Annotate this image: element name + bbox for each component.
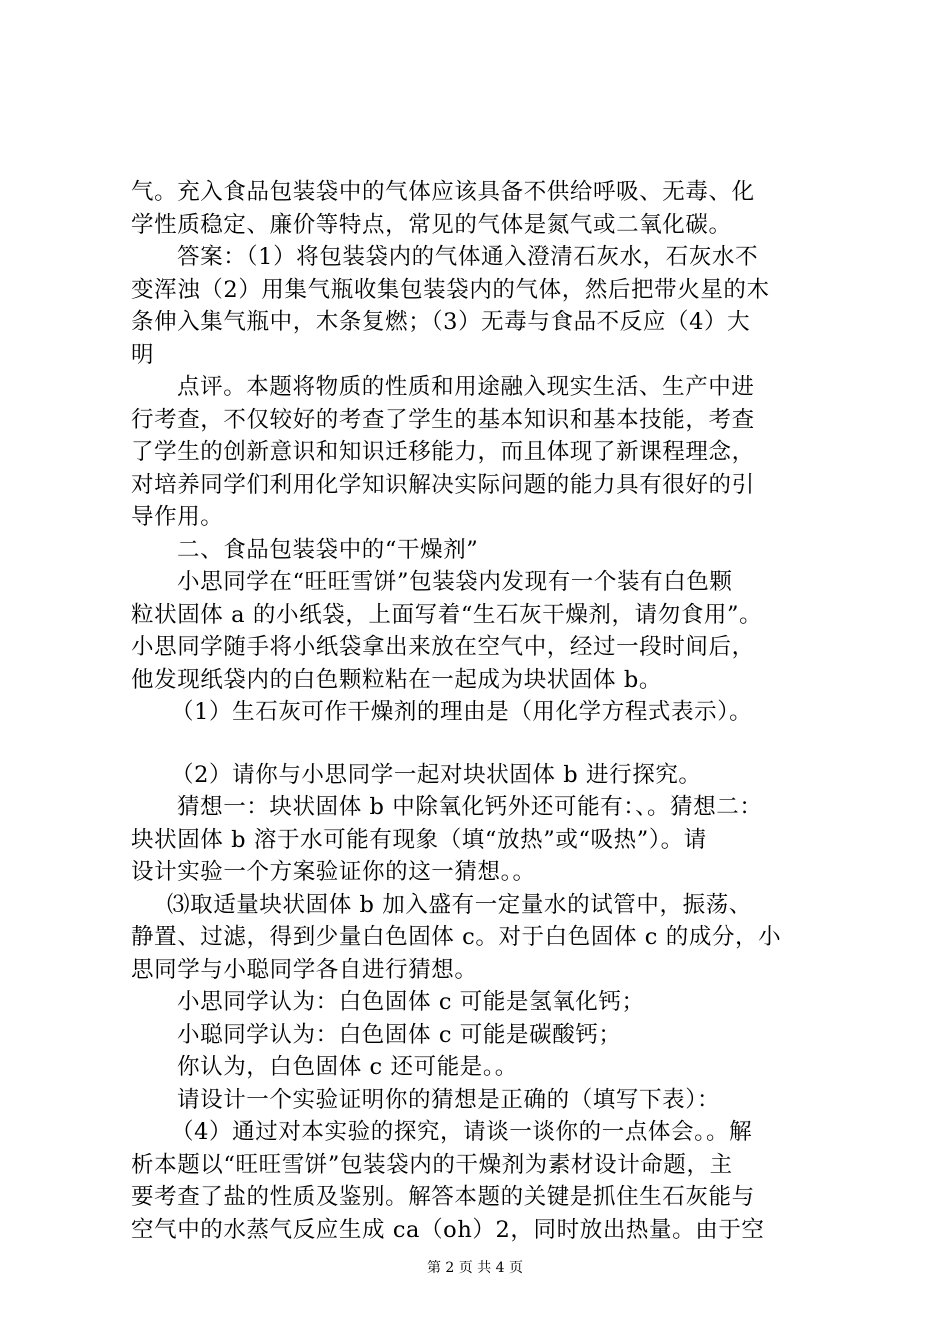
text-line: 变浑浊（2）用集气瓶收集包装袋内的气体，然后把带火星的木	[131, 276, 770, 303]
text-line: 设计实验一个方案验证你的这一猜想。。	[131, 859, 536, 885]
hypothesis-paragraph: 猜想一：块状固体 b 中除氧化钙外还可能有：、。猜想二：	[177, 794, 763, 820]
text-line: 静置、过滤，得到少量白色固体 c。对于白色固体 c 的成分，小	[131, 924, 782, 950]
blank-space	[131, 729, 831, 759]
text-line: 学性质稳定、廉价等特点，常见的气体是氮气或二氧化碳。	[131, 211, 732, 238]
text-line: 空气中的水蒸气反应生成 ca（oh）2，同时放出热量。由于空	[131, 1216, 765, 1243]
text-line: 块状固体 b 溶于水可能有现象（填“放热”或“吸热”）。请	[131, 826, 707, 853]
text-line: 你认为，白色固体 c 还可能是。。	[177, 1054, 518, 1080]
text-line: 析本题以“旺旺雪饼”包装袋内的干燥剂为素材设计命题，主	[131, 1151, 733, 1178]
text-line: 请设计一个实验证明你的猜想是正确的（填写下表）：	[177, 1086, 721, 1113]
text-line: 明	[131, 341, 155, 368]
comment-paragraph: 点评。本题将物质的性质和用途融入现实生活、生产中进	[177, 374, 755, 400]
question-item-2: （2）请你与小思同学一起对块状固体 b 进行探究。	[171, 761, 702, 788]
text-line: 条伸入集气瓶中，木条复燃；（3）无毒与食品不反应（4）大	[131, 309, 751, 335]
text-line: 气。充入食品包装袋中的气体应该具备不供给呼吸、无毒、化	[131, 179, 755, 205]
text-line: 要考查了盐的性质及鉴别。解答本题的关键是抓住生石灰能与	[131, 1184, 755, 1210]
answer-paragraph: 答案：（1）将包装袋内的气体通入澄清石灰水，石灰水不	[177, 244, 759, 270]
question-item-4: （4）通过对本实验的探究，请谈一谈你的一点体会。。解	[171, 1119, 753, 1145]
text-line: 导作用。	[131, 504, 224, 530]
text-line: 了学生的创新意识和知识迁移能力，而且体现了新课程理念，	[131, 439, 755, 465]
text-line: 思同学与小聪同学各自进行猜想。	[131, 956, 478, 983]
text-line: 行考查，不仅较好的考查了学生的基本知识和基本技能，考查	[131, 406, 755, 433]
text-line: 小思同学随手将小纸袋拿出来放在空气中，经过一段时间后，	[131, 634, 755, 660]
question-paragraph: 小思同学在“旺旺雪饼”包装袋内发现有一个装有白色颗	[177, 569, 733, 595]
document-body	[131, 176, 831, 1246]
question-item-3: ⑶取适量块状固体 b 加入盛有一定量水的试管中，振荡、	[167, 891, 752, 918]
text-line: 对培养同学们利用化学知识解决实际问题的能力具有很好的引	[131, 471, 755, 498]
text-line: 小思同学认为：白色固体 c 可能是氢氧化钙；	[177, 989, 645, 1015]
text-line: 他发现纸袋内的白色颗粒粘在一起成为块状固体 b。	[131, 666, 662, 693]
question-item-1: （1）生石灰可作干燥剂的理由是（用化学方程式表示）。	[171, 699, 753, 725]
text-line: 小聪同学认为：白色固体 c 可能是碳酸钙；	[177, 1021, 622, 1048]
section-heading: 二、食品包装袋中的“干燥剂”	[177, 536, 479, 563]
text-line: 粒状固体 a 的小纸袋，上面写着“生石灰干燥剂，请勿食用”。	[131, 601, 763, 628]
page-number-footer: 第 2 页 共 4 页	[426, 1260, 524, 1276]
